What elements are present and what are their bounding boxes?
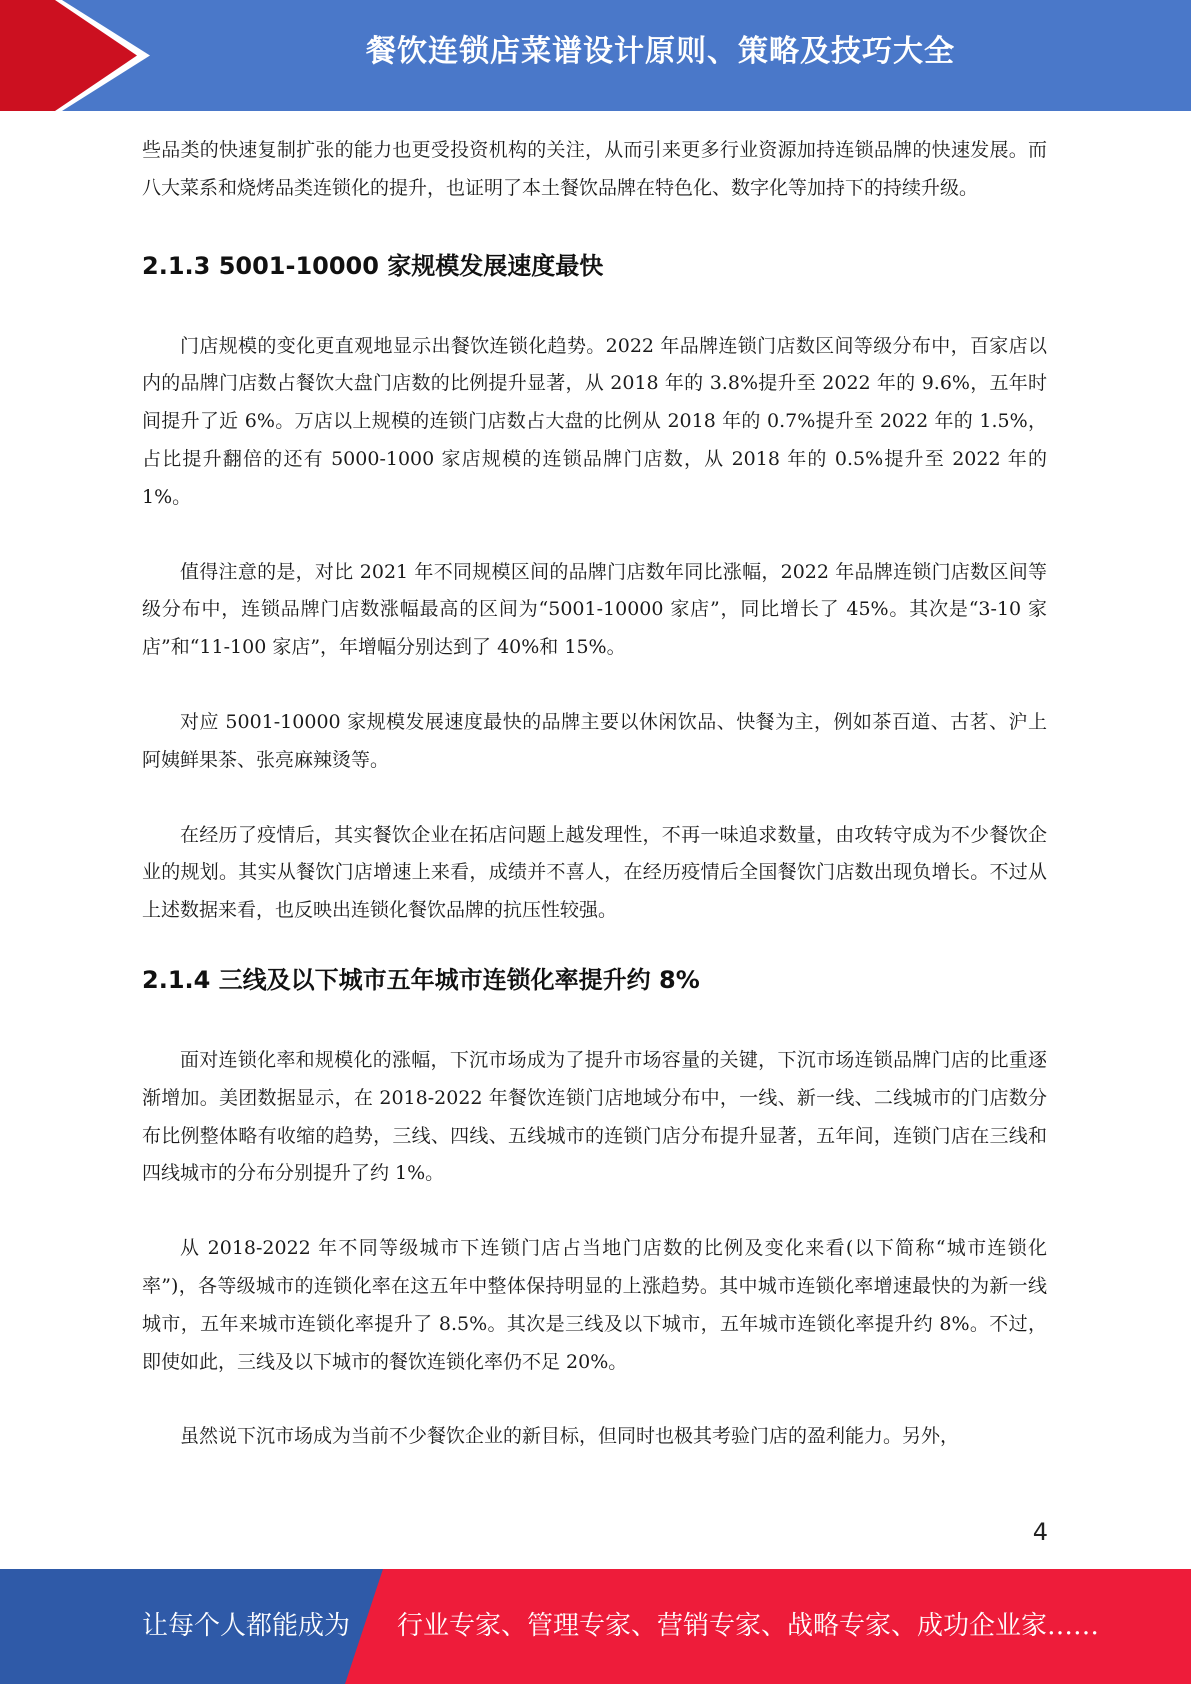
page-content [142, 132, 1047, 1456]
paragraph: 在经历了疫情后，其实餐饮企业在拓店问题上越发理性，不再一味追求数量，由攻转守成为不少餐饮企业的规划。其实从餐饮门店增速上来看，成绩并不喜人，在经历疫情后全国餐饮门店数出现负增长。不过从上述数据来看，也反映出连锁化餐饮品牌的抗压性较强。 [142, 823, 1047, 922]
paragraph: 面对连锁化率和规模化的涨幅，下沉市场成为了提升市场容量的关键，下沉市场连锁品牌门店的比重逐渐增加。美团数据显示，在 2018-2022 年餐饮连锁门店地域分布中，一线、新一线、二线城市的门店数分布比例整体略有收缩的趋势，三线、四线、五线城市的连锁门店分布提升显著，五年间，连锁门店在三线和四线城市的分布分别提升了约 1%。 [142, 1048, 1047, 1185]
page-footer [0, 1569, 1191, 1684]
document-title: 餐饮连锁店菜谱设计原则、策略及技巧大全 [366, 34, 955, 69]
paragraph: 值得注意的是，对比 2021 年不同规模区间的品牌门店数年同比涨幅，2022 年品牌连锁门店数区间等级分布中，连锁品牌门店数涨幅最高的区间为“5001-10000 家店”，同比增长了 45%。其次是“3-10 家店”和“11-100 家店”，年增幅分别达到了 40%和 15%。 [142, 560, 1047, 659]
paragraph: 虽然说下沉市场成为当前不少餐饮企业的新目标，但同时也极其考验门店的盈利能力。另外， [180, 1425, 960, 1448]
paragraph: 门店规模的变化更直观地显示出餐饮连锁化趋势。2022 年品牌连锁门店数区间等级分布中，百家店以内的品牌门店数占餐饮大盘门店数的比例提升显著，从 2018 年的 3.8%提升至 2022 年的 9.6%，五年时间提升了近 6%。万店以上规模的连锁门店数占大盘的比例从 2018 年的 0.7%提升至 2022 年的 1.5%，占比提升翻倍的还有 5000-1000 家店规模的连锁品牌门店数，从 2018 年的 0.5%提升至 2022 年的 1%。 [142, 334, 1047, 508]
intro-paragraph: 些品类的快速复制扩张的能力也更受投资机构的关注，从而引来更多行业资源加持连锁品牌的快速发展。而八大菜系和烧烤品类连锁化的提升，也证明了本土餐饮品牌在特色化、数字化等加持下的持续升级。 [142, 139, 1047, 199]
section-heading-2-1-3: 2.1.3 5001-10000 家规模发展速度最快 [142, 251, 604, 280]
page-header [0, 0, 1191, 111]
section-heading-2-1-4: 2.1.4 三线及以下城市五年城市连锁化率提升约 8% [142, 965, 700, 994]
page-number: 4 [1032, 1518, 1048, 1546]
paragraph: 对应 5001-10000 家规模发展速度最快的品牌主要以休闲饮品、快餐为主，例如茶百道、古茗、沪上阿姨鲜果茶、张亮麻辣烫等。 [142, 710, 1047, 771]
paragraph: 从 2018-2022 年不同等级城市下连锁门店占当地门店数的比例及变化来看(以下简称“城市连锁化率”)，各等级城市的连锁化率在这五年中整体保持明显的上涨趋势。其中城市连锁化率增速最快的为新一线城市，五年来城市连锁化率提升了 8.5%。其次是三线及以下城市，五年城市连锁化率提升约 8%。不过，即使如此，三线及以下城市的餐饮连锁化率仍不足 20%。 [142, 1237, 1047, 1373]
footer-slogan-left: 让每个人都能成为 [142, 1611, 351, 1641]
footer-slogan-right: 行业专家、管理专家、营销专家、战略专家、成功企业家…… [397, 1611, 1100, 1641]
